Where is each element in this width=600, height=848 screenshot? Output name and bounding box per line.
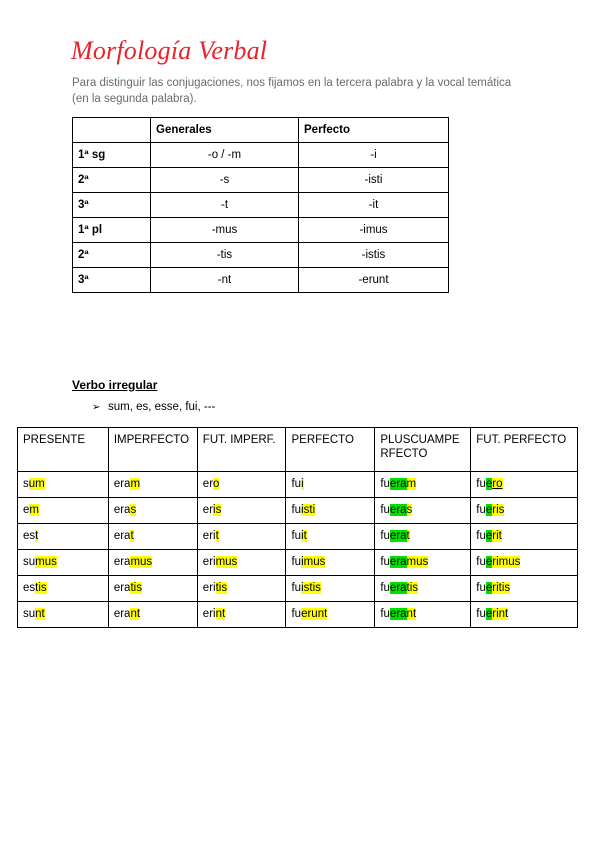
highlighted-segment: m: [130, 478, 141, 490]
table-row: [18, 498, 578, 524]
highlighted-segment: t: [215, 530, 219, 542]
general-ending-cell: -t: [151, 193, 299, 218]
verb-segment: fu: [291, 504, 302, 516]
table-row: [18, 576, 578, 602]
verb-segment: fu: [291, 582, 302, 594]
verb-segment: su: [23, 556, 36, 568]
verb-form-cell: [286, 550, 375, 576]
highlighted-segment: it: [301, 530, 307, 542]
verb-segment: era: [113, 504, 131, 516]
highlighted-segment: erunt: [301, 608, 328, 620]
general-ending-cell: -mus: [151, 218, 299, 243]
verb-form-cell: [471, 524, 578, 550]
verb-form-cell: [18, 472, 109, 498]
verb-form-cell: [108, 524, 197, 550]
table-row: [18, 524, 578, 550]
table-row: [18, 602, 578, 628]
perfect-ending-cell: -erunt: [299, 268, 449, 293]
person-cell: 1ª sg: [73, 143, 151, 168]
verb-form-cell: [18, 602, 109, 628]
person-cell: 2ª: [73, 168, 151, 193]
highlighted-segment: ritis: [492, 582, 511, 594]
verb-segment: era: [113, 556, 131, 568]
verb-segment: era: [113, 530, 131, 542]
verb-segment: fu: [476, 530, 486, 542]
intro-paragraph: Para distinguir las conjugaciones, nos fijamos en la tercera palabra y la vocal temática (en la segunda palabra).: [72, 77, 512, 105]
highlighted-segment: mus: [35, 556, 57, 568]
highlighted-segment: tis: [215, 582, 228, 594]
highlighted-segment: e: [485, 556, 493, 568]
highlighted-segment: tis: [130, 582, 142, 594]
tense-header-imperfecto: IMPERFECTO: [108, 428, 197, 472]
table-row: [73, 193, 449, 218]
highlighted-segment: era: [389, 608, 407, 620]
general-ending-cell: -nt: [151, 268, 299, 293]
verb-form-cell: [108, 472, 197, 498]
highlighted-segment: nt: [35, 608, 45, 620]
highlighted-segment: e: [485, 530, 493, 542]
irregular-verb-heading: Verbo irregular: [72, 378, 158, 392]
perfect-ending-cell: -isti: [299, 168, 449, 193]
verb-segment: fu: [476, 478, 486, 490]
verb-form-cell: [108, 576, 197, 602]
highlighted-segment: e: [485, 504, 493, 516]
highlighted-segment: e: [485, 608, 493, 620]
verb-segment: era: [113, 478, 131, 490]
highlighted-segment: ro: [492, 478, 503, 490]
verb-form-cell: [471, 472, 578, 498]
conjugation-table: [17, 427, 578, 628]
table-row: [73, 168, 449, 193]
highlighted-segment: era: [389, 556, 407, 568]
verb-segment: fu: [380, 556, 390, 568]
highlighted-segment: s: [130, 504, 137, 516]
verb-form-cell: [197, 602, 286, 628]
highlighted-segment: rint: [492, 608, 509, 620]
verb-form-cell: [18, 550, 109, 576]
highlighted-segment: era: [389, 504, 407, 516]
table-row: [73, 143, 449, 168]
verb-segment: era: [113, 582, 131, 594]
verb-form-cell: [375, 550, 471, 576]
tense-header-fut-perfecto: FUT. PERFECTO: [471, 428, 578, 472]
highlighted-segment: i: [301, 478, 304, 490]
verb-form-cell: [286, 576, 375, 602]
verb-form-cell: [375, 576, 471, 602]
verb-segment: fu: [476, 556, 486, 568]
verb-segment: fu: [380, 478, 390, 490]
verb-segment: es: [23, 530, 36, 542]
verb-form-cell: [197, 472, 286, 498]
verb-form-cell: [375, 602, 471, 628]
highlighted-segment: t: [130, 530, 134, 542]
arrow-bullet-icon: ➢: [92, 402, 101, 413]
table-row: [73, 243, 449, 268]
verb-form-cell: [18, 576, 109, 602]
person-cell: 2ª: [73, 243, 151, 268]
highlighted-segment: rit: [492, 530, 502, 542]
endings-header-cell: [73, 118, 151, 143]
highlighted-segment: m: [406, 478, 417, 490]
verb-form-cell: [197, 498, 286, 524]
verb-segment: fu: [476, 504, 486, 516]
verb-form-cell: [108, 498, 197, 524]
verb-form-cell: [375, 472, 471, 498]
general-ending-cell: -tis: [151, 243, 299, 268]
verb-segment: fu: [291, 556, 302, 568]
tense-header-presente: PRESENTE: [18, 428, 109, 472]
tense-header-perfecto: PERFECTO: [286, 428, 375, 472]
tense-header-fut-imperf: FUT. IMPERF.: [197, 428, 286, 472]
verb-segment: fu: [380, 582, 390, 594]
highlighted-segment: e: [485, 582, 493, 594]
highlighted-segment: tis: [35, 582, 47, 594]
verb-segment: era: [113, 608, 131, 620]
verb-segment: eri: [202, 530, 216, 542]
endings-header-row: [73, 118, 449, 143]
highlighted-segment: isti: [301, 504, 316, 516]
highlighted-segment: era: [389, 582, 407, 594]
verb-form-cell: [471, 498, 578, 524]
verb-segment: fu: [291, 530, 302, 542]
principal-parts-bullet: [92, 401, 215, 413]
perfect-ending-cell: -i: [299, 143, 449, 168]
highlighted-segment: m: [29, 504, 39, 516]
highlighted-segment: t: [35, 530, 39, 542]
principal-parts-text: sum, es, esse, fui, ---: [108, 401, 216, 413]
highlighted-segment: istis: [301, 582, 321, 594]
verb-segment: eri: [202, 556, 216, 568]
table-row: [73, 268, 449, 293]
highlighted-segment: mus: [215, 556, 238, 568]
highlighted-segment: tis: [406, 582, 419, 594]
verb-form-cell: [375, 498, 471, 524]
person-cell: 1ª pl: [73, 218, 151, 243]
verb-form-cell: [286, 498, 375, 524]
verb-segment: eri: [202, 582, 216, 594]
verb-segment: fu: [476, 608, 486, 620]
verb-segment: fu: [291, 478, 302, 490]
highlighted-segment: is: [213, 504, 222, 516]
verb-segment: fu: [476, 582, 486, 594]
highlighted-segment: s: [406, 504, 413, 516]
highlighted-segment: mus: [406, 556, 429, 568]
highlighted-segment: era: [389, 530, 407, 542]
table-row: [73, 218, 449, 243]
verb-segment: er: [202, 478, 214, 490]
highlighted-segment: ris: [492, 504, 505, 516]
highlighted-segment: rimus: [492, 556, 521, 568]
verb-form-cell: [108, 602, 197, 628]
perfect-ending-cell: -istis: [299, 243, 449, 268]
verb-form-cell: [108, 550, 197, 576]
verb-form-cell: [286, 602, 375, 628]
verb-form-cell: [286, 524, 375, 550]
verb-segment: e: [23, 504, 30, 516]
general-ending-cell: -o / -m: [151, 143, 299, 168]
verb-segment: fu: [380, 608, 390, 620]
verb-segment: fu: [380, 530, 390, 542]
verb-segment: fu: [380, 504, 390, 516]
page-title: Morfología Verbal: [71, 36, 268, 65]
general-ending-cell: -s: [151, 168, 299, 193]
highlighted-segment: t: [406, 530, 410, 542]
highlighted-segment: nt: [215, 608, 226, 620]
tense-header-pluscuamperfecto: PLUSCUAMPE RFECTO: [375, 428, 471, 472]
verb-form-cell: [375, 524, 471, 550]
conjugation-body: [18, 472, 578, 628]
table-row: [18, 472, 578, 498]
endings-header-cell: Generales: [151, 118, 299, 143]
verb-form-cell: [18, 498, 109, 524]
highlighted-segment: um: [28, 478, 45, 490]
verb-form-cell: [286, 472, 375, 498]
table-row: [18, 550, 578, 576]
verb-segment: er: [202, 504, 214, 516]
highlighted-segment: e: [485, 478, 493, 490]
endings-table: [72, 117, 449, 293]
verb-segment: su: [23, 608, 36, 620]
conjugation-header-row: [18, 428, 578, 472]
person-cell: 3ª: [73, 268, 151, 293]
perfect-ending-cell: -imus: [299, 218, 449, 243]
verb-form-cell: [471, 602, 578, 628]
endings-header-cell: Perfecto: [299, 118, 449, 143]
highlighted-segment: era: [389, 478, 407, 490]
verb-form-cell: [471, 550, 578, 576]
verb-segment: es: [23, 582, 36, 594]
highlighted-segment: nt: [130, 608, 141, 620]
verb-form-cell: [18, 524, 109, 550]
verb-segment: fu: [291, 608, 302, 620]
highlighted-segment: o: [213, 478, 220, 490]
highlighted-segment: nt: [406, 608, 417, 620]
verb-segment: s: [23, 478, 29, 490]
verb-form-cell: [197, 524, 286, 550]
verb-form-cell: [471, 576, 578, 602]
highlighted-segment: imus: [301, 556, 326, 568]
person-cell: 3ª: [73, 193, 151, 218]
verb-form-cell: [197, 576, 286, 602]
verb-segment: eri: [202, 608, 216, 620]
verb-form-cell: [197, 550, 286, 576]
perfect-ending-cell: -it: [299, 193, 449, 218]
highlighted-segment: mus: [130, 556, 153, 568]
